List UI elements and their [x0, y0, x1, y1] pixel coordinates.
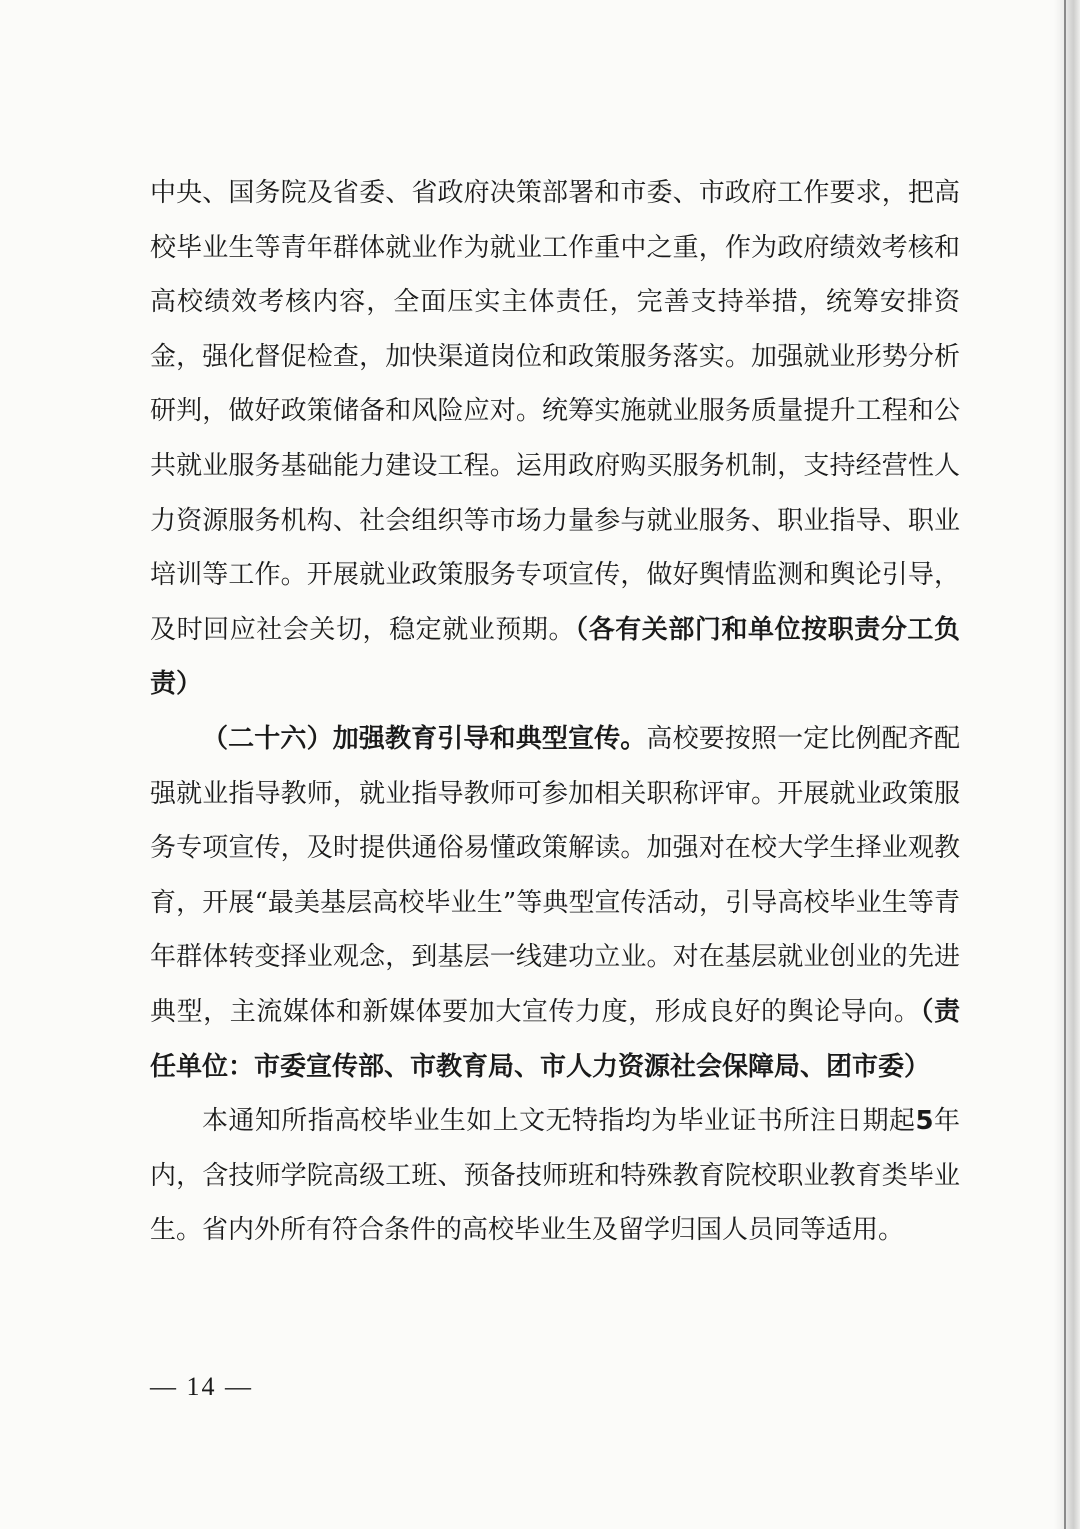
paragraph-3-number: 5 [915, 1106, 934, 1137]
paragraph-employment-services [150, 166, 960, 712]
paragraph-3-text-before: 本通知所指高校毕业生如上文无特指均为毕业证书所注日期起 [202, 1106, 916, 1137]
document-body [150, 166, 960, 1258]
paragraph-2-text: 高校要按照一定比例配齐配强就业指导教师，就业指导教师可参加相关职称评审。开展就业政策服务专项宣传，及时提供通俗易懂政策解读。加强对在校大学生择业观教育，开展“最美基层高校毕业生”等典型宣传活动，引导高校毕业生等青年群体转变择业观念，到基层一线建功立业。对在基层就业创业的先进典型，主流媒体和新媒体要加大宣传力度，形成良好的舆论导向。 [150, 723, 960, 1027]
page-number: — 14 — [150, 1372, 253, 1401]
paragraph-education-guidance [150, 712, 960, 1094]
scan-edge-line [1064, 0, 1066, 1529]
paragraph-scope-note [150, 1094, 960, 1258]
scan-edge-shadow [1054, 0, 1080, 1529]
paragraph-3-text-after: 年内，含技师学院高级工班、预备技师班和特殊教育院校职业教育类毕业生。省内外所有符合条件的高校毕业生及留学归国人员同等适用。 [150, 1106, 960, 1246]
paragraph-1-text: 中央、国务院及省委、省政府决策部署和市委、市政府工作要求，把高校毕业生等青年群体就业作为就业工作重中之重，作为政府绩效考核和高校绩效考核内容，全面压实主体责任，完善支持举措，统筹安排资金，强化督促检查，加快渠道岗位和政策服务落实。加强就业形势分析研判，做好政策储备和风险应对。统筹实施就业服务质量提升工程和公共就业服务基础能力建设工程。运用政府购买服务机制，支持经营性人力资源服务机构、社会组织等市场力量参与就业服务、职业指导、职业培训等工作。开展就业政策服务专项宣传，做好舆情监测和舆论引导，及时回应社会关切，稳定就业预期。 [150, 178, 960, 645]
section-heading-26: （二十六）加强教育引导和典型宣传。 [202, 723, 647, 754]
paragraph-1-responsibility: （各有关部门和单位按职责分工负责） [150, 614, 960, 700]
paragraph-2-responsibility: （责任单位：市委宣传部、市教育局、市人力资源社会保障局、团市委） [150, 996, 960, 1082]
